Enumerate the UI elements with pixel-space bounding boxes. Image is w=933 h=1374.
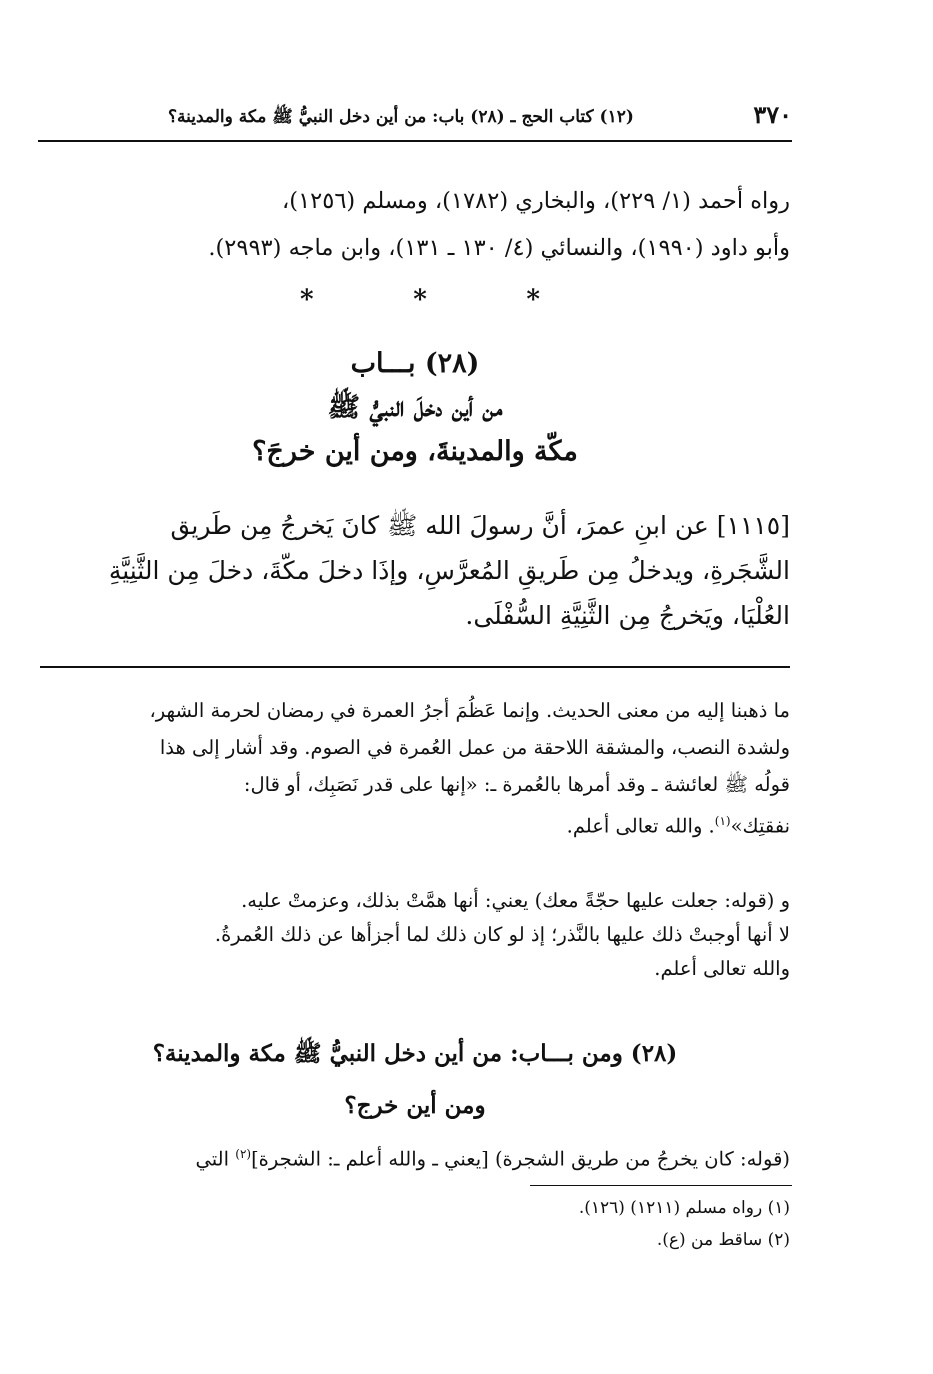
commentary-paragraph: [40, 1138, 790, 1176]
hadith-text: [40, 503, 790, 638]
asterisk: *: [526, 285, 540, 315]
footnote-ref[interactable]: (١): [714, 814, 731, 828]
footnote-divider: [530, 1185, 792, 1186]
hadith-line: [١١١٥] عن ابنِ عمرَ، أنَّ رسولَ الله ﷺ كانَ يَخرجُ مِن طَريق: [170, 511, 790, 540]
commentary-line: والله تعالى أعلم.: [654, 957, 790, 980]
commentary-line: ولشدة النصب، والمشقة اللاحقة من عمل العُمرة في الصوم. وقد أشار إلى هذا: [159, 736, 790, 759]
commentary-divider: [40, 666, 790, 668]
footnote: (١) رواه مسلم (١٢١١) (١٢٦).: [578, 1198, 790, 1218]
asterisk: *: [300, 285, 314, 315]
commentary-line: قولُه ﷺ لعائشة ـ وقد أمرها بالعُمرة ـ: «إنها على قدر نَصَبِك، أو قال:: [243, 773, 790, 796]
running-head: (١٢) كتاب الحج ـ (٢٨) باب: من أين دخل النبيُّ ﷺ مكة والمدينة؟: [168, 107, 634, 127]
citation-line: وأبو داود (١٩٩٠)، والنسائي (٤/ ١٣٠ ـ ١٣١)، وابن ماجه (٢٩٩٣).: [208, 235, 790, 261]
section-heading-line: ومن أين خرج؟: [344, 1092, 486, 1119]
section-heading-line: (٢٨) ومن بـــاب: من أين دخل النبيُّ ﷺ مكة والمدينة؟: [152, 1040, 678, 1067]
hadith-line: الشَّجَرةِ، ويدخلُ مِن طَريقِ المُعرَّسِ، وإذَا دخلَ مكّةَ، دخلَ مِن الثَّنِيَّةِ: [108, 556, 790, 585]
page-header: [38, 98, 792, 142]
section-heading: [40, 1028, 790, 1132]
asterisk: *: [413, 285, 427, 315]
page-number: ٣٧٠: [753, 100, 792, 129]
source-citation: [40, 178, 790, 272]
chapter-title: [40, 342, 790, 474]
commentary-line: و (قوله: جعلت عليها حجّةً معك) يعني: أنها همَّتْ بذلك، وعزمتْ عليه.: [241, 889, 790, 912]
commentary-line: نفقتِك»$^{(١)}$. والله تعالى أعلم.: [566, 814, 790, 838]
commentary-line: (قوله: كان يخرجُ من طريق الشجرة) [يعني ـ والله أعلم ـ: الشجرة]$^{(٢)}$ التي: [195, 1147, 790, 1171]
commentary-paragraph: [40, 692, 790, 845]
citation-line: رواه أحمد (١/ ٢٢٩)، والبخاري (١٧٨٢)، ومسلم (١٢٥٦)،: [282, 188, 790, 214]
hadith-line: العُلْيَا، ويَخرجُ مِن الثَّنِيَّةِ السُّفْلَى.: [465, 601, 790, 630]
chapter-title-line: من أين دخلَ النبيُّ ﷺ: [327, 392, 503, 423]
commentary-line: ما ذهبنا إليه من معنى الحديث. وإنما عَظُمَ أجرُ العمرة في رمضان لحرمة الشهر،: [149, 699, 790, 722]
commentary-paragraph: [40, 884, 790, 986]
chapter-number: (٢٨) بـــاب: [350, 348, 480, 379]
footnotes: [40, 1192, 790, 1256]
chapter-title-line: مكّة والمدينةَ، ومن أين خرجَ؟: [252, 436, 578, 467]
section-separator: [300, 285, 540, 315]
commentary-line: لا أنها أوجبتْ ذلك عليها بالنَّذر؛ إذ لو كان ذلك لما أجزأها عن ذلك العُمرةُ.: [214, 923, 790, 946]
footnote: (٢) ساقط من (ع).: [656, 1230, 790, 1250]
footnote-ref[interactable]: (٢): [235, 1147, 252, 1161]
